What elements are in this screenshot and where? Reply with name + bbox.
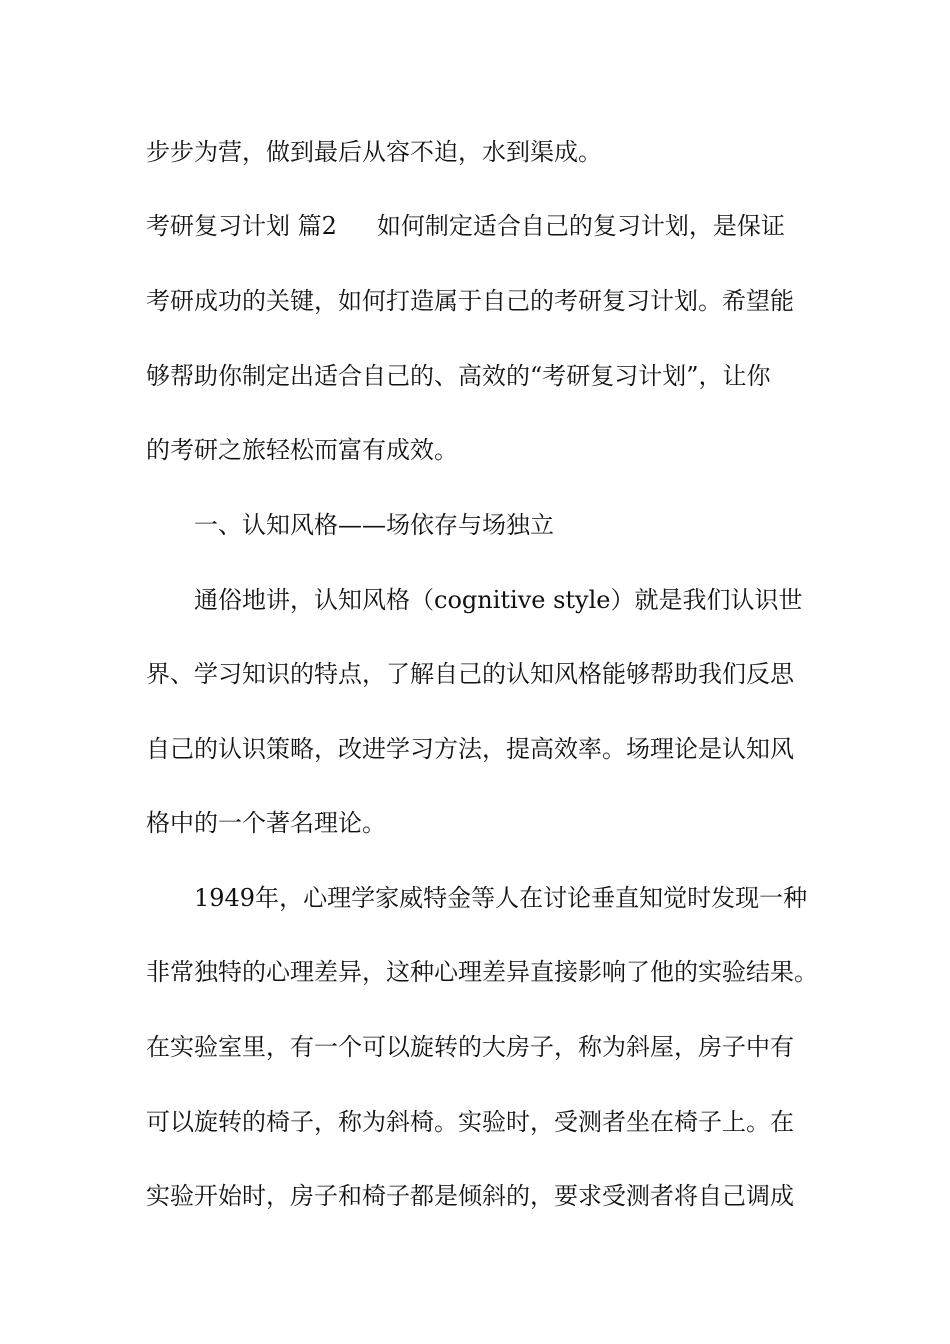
text-line: 自己的认识策略，改进学习方法，提高效率。场理论是认知风 xyxy=(146,735,794,763)
text-line: 步步为营，做到最后从容不迫，水到渠成。 xyxy=(146,138,602,166)
text-line: 界、学习知识的特点，了解自己的认知风格能够帮助我们反思 xyxy=(146,660,794,688)
text-segment: 如何制定适合自己的复习计划，是保证 xyxy=(376,212,785,240)
text-line: 1949年，心理学家威特金等人在讨论垂直知觉时发现一种 xyxy=(194,884,808,912)
text-line: 在实验室里，有一个可以旋转的大房子，称为斜屋，房子中有 xyxy=(146,1033,794,1061)
text-line: 的考研之旅轻松而富有成效。 xyxy=(146,436,458,464)
section-heading-line xyxy=(146,211,846,241)
section-title: 考研复习计划 篇2 xyxy=(146,212,337,240)
text-line: 非常独特的心理差异，这种心理差异直接影响了他的实验结果。 xyxy=(146,958,818,986)
text-line: 实验开始时，房子和椅子都是倾斜的，要求受测者将自己调成 xyxy=(146,1182,794,1210)
text-line: 通俗地讲，认知风格（cognitive style）就是我们认识世 xyxy=(194,586,803,614)
subheading: 一、认知风格——场依存与场独立 xyxy=(194,511,554,539)
text-line: 可以旋转的椅子，称为斜椅。实验时，受测者坐在椅子上。在 xyxy=(146,1108,794,1136)
text-line: 考研成功的关键，如何打造属于自己的考研复习计划。希望能 xyxy=(146,287,794,315)
text-line: 够帮助你制定出适合自己的、高效的“考研复习计划”，让你 xyxy=(146,362,771,390)
text-line: 格中的一个著名理论。 xyxy=(146,809,386,837)
